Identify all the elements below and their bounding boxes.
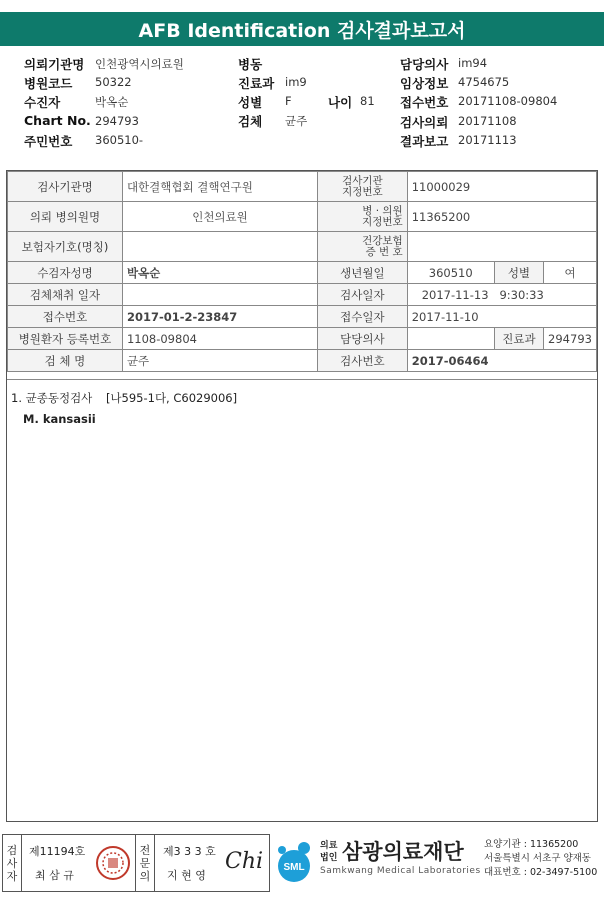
- header-label: 의뢰기관명: [24, 57, 85, 72]
- cell-value: 294793: [544, 328, 597, 350]
- header-value: 4754675: [458, 75, 510, 89]
- cell-value: 2017-06464: [407, 350, 596, 372]
- table-row: [8, 202, 597, 232]
- org-info: 요양기관 : 11365200 서울특별시 서초구 양재동 대표번호 : 02-3497-5100: [484, 839, 598, 878]
- header-label: 병동: [238, 57, 263, 72]
- cell-label: 생년월일: [318, 262, 408, 284]
- header-value: 20171108-09804: [458, 94, 558, 108]
- header-label: 검사의뢰: [400, 115, 449, 130]
- cell-label: 접수번호: [8, 306, 123, 328]
- cell-value: 박옥순: [122, 262, 317, 284]
- cell-value: 2017-01-2-23847: [122, 306, 317, 328]
- signer-name: 최 삼 규: [35, 869, 74, 882]
- cell-value: [407, 328, 494, 350]
- header-value: 박옥순: [95, 95, 129, 109]
- table-row: [8, 350, 597, 372]
- header-label: 수진자: [24, 95, 61, 110]
- cell-label: 검 체 명: [8, 350, 123, 372]
- report-body: [6, 170, 598, 822]
- header-value: 50322: [95, 75, 132, 89]
- results-section: [7, 379, 597, 426]
- cell-label: 의뢰 병의원명: [8, 202, 123, 232]
- cell-value: 2017-11-10: [407, 306, 596, 328]
- header-value: 20171108: [458, 114, 517, 128]
- signature-box: [2, 834, 270, 892]
- org-name: 삼광의료재단: [342, 840, 464, 864]
- test-name: 1. 균종동정검사: [11, 391, 93, 405]
- table-row: [8, 306, 597, 328]
- cell-value: 여: [544, 262, 597, 284]
- seal-stamp-icon: [95, 845, 131, 881]
- header-label: 임상정보: [400, 76, 449, 91]
- header-label: 결과보고: [400, 134, 449, 149]
- header-label: 담당의사: [400, 57, 449, 72]
- cell-value: 인천의료원: [122, 202, 317, 232]
- report-title: AFB Identification 검사결과보고서: [0, 12, 604, 46]
- organism-result: M. kansasii: [23, 412, 96, 426]
- header-value: 20171113: [458, 133, 517, 147]
- cell-value: [122, 232, 317, 262]
- header-label: 성별: [238, 95, 263, 110]
- handwritten-signature: Chi: [225, 849, 264, 874]
- header-label: 진료과: [238, 76, 275, 91]
- signer-name: 지 현 영: [167, 869, 206, 882]
- header-label: 나이: [328, 95, 353, 110]
- cell-label: 병원환자 등록번호: [8, 328, 123, 350]
- cell-value: 2017-11-13 9:30:33: [407, 284, 596, 306]
- cell-value: 균주: [122, 350, 317, 372]
- reg-number: 제3 3 3 호: [163, 845, 216, 858]
- info-table: [7, 171, 597, 372]
- table-row: [8, 284, 597, 306]
- report-header: [0, 50, 606, 150]
- header-label: 접수번호: [400, 95, 449, 110]
- header-label: 주민번호: [24, 134, 73, 149]
- table-row: [8, 328, 597, 350]
- header-value: 균주: [285, 114, 308, 128]
- header-value: 81: [360, 94, 375, 108]
- cell-label: 검사번호: [318, 350, 408, 372]
- cell-label: 병 · 의원 지정번호: [318, 202, 408, 232]
- cell-value: 대한결핵협회 결핵연구원: [122, 172, 317, 202]
- cell-value: 11365200: [407, 202, 596, 232]
- cell-value: 11000029: [407, 172, 596, 202]
- role-label: 검사자: [3, 835, 22, 891]
- cell-value: [122, 284, 317, 306]
- header-value: im94: [458, 56, 488, 70]
- cell-label: 진료과: [494, 328, 543, 350]
- cell-label: 수검자성명: [8, 262, 123, 284]
- header-value: F: [285, 94, 292, 108]
- cell-label: 성별: [494, 262, 543, 284]
- table-row: [8, 172, 597, 202]
- cell-label: 검사기관 지정번호: [318, 172, 408, 202]
- cell-label: 건강보험 증 번 호: [318, 232, 408, 262]
- header-value: 360510-: [95, 133, 144, 147]
- cell-value: 1108-09804: [122, 328, 317, 350]
- cell-label: 검사기관명: [8, 172, 123, 202]
- table-row: [8, 232, 597, 262]
- cell-value: [407, 232, 596, 262]
- reg-number: 제11194호: [29, 845, 86, 858]
- table-row: [8, 262, 597, 284]
- header-label: 검체: [238, 114, 263, 129]
- cell-label: 검체채취 일자: [8, 284, 123, 306]
- header-label: 병원코드: [24, 76, 73, 91]
- header-value: 인천광역시의료원: [95, 57, 184, 71]
- header-label: Chart No.: [24, 113, 91, 128]
- header-value: im9: [285, 75, 307, 89]
- cell-label: 담당의사: [318, 328, 408, 350]
- logo-text: SML: [283, 862, 305, 873]
- org-english: Samkwang Medical Laboratories: [320, 866, 481, 876]
- test-code: [나595-1다, C6029006]: [105, 391, 238, 405]
- role-label: 전문의: [135, 835, 155, 891]
- corp-type: 의료 법인: [320, 841, 338, 863]
- cell-label: 검사일자: [318, 284, 408, 306]
- sml-logo-icon: [272, 840, 316, 884]
- cell-label: 접수일자: [318, 306, 408, 328]
- header-value: 294793: [95, 114, 139, 128]
- cell-label: 보험자기호(명칭): [8, 232, 123, 262]
- footer: [0, 832, 606, 899]
- cell-value: 360510: [407, 262, 494, 284]
